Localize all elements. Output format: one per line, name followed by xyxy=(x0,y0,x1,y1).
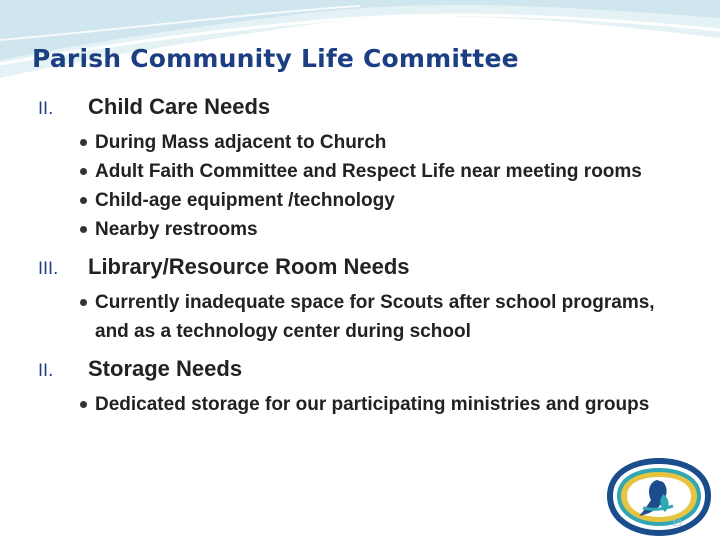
section-numeral: III. xyxy=(38,259,59,279)
bullet-text: Child-age equipment /technology xyxy=(95,190,395,211)
bullet-item xyxy=(78,157,678,186)
section-numeral: II. xyxy=(38,99,54,119)
bullet-text: Dedicated storage for our participating ministries and groups xyxy=(95,394,650,415)
section-storage xyxy=(38,356,678,419)
bullet-text: Nearby restrooms xyxy=(95,219,258,240)
bullet-dot-icon xyxy=(80,401,87,408)
bullet-list xyxy=(38,390,678,419)
section-heading xyxy=(38,356,678,390)
bullet-text: During Mass adjacent to Church xyxy=(95,132,387,153)
section-numeral: II. xyxy=(38,361,54,381)
bullet-list xyxy=(38,128,678,244)
bullet-item xyxy=(78,128,678,157)
bullet-item xyxy=(78,186,678,215)
bullet-dot-icon xyxy=(80,139,87,146)
section-child-care xyxy=(38,94,678,244)
section-title: Storage Needs xyxy=(88,356,243,381)
bullet-text: Adult Faith Committee and Respect Life near meeting rooms xyxy=(95,161,642,182)
bullet-dot-icon xyxy=(80,299,87,306)
bullet-dot-icon xyxy=(80,168,87,175)
slide-content xyxy=(38,94,678,429)
bullet-dot-icon xyxy=(80,197,87,204)
bullet-list xyxy=(38,288,678,346)
section-library xyxy=(38,254,678,346)
parish-logo-icon xyxy=(603,456,715,538)
section-title: Library/Resource Room Needs xyxy=(88,254,410,279)
bullet-item xyxy=(78,390,678,419)
bullet-dot-icon xyxy=(80,226,87,233)
bullet-item xyxy=(78,215,678,244)
section-heading xyxy=(38,254,678,288)
bullet-item xyxy=(78,288,678,346)
section-heading xyxy=(38,94,678,128)
slide-title: Parish Community Life Committee xyxy=(32,44,519,73)
section-title: Child Care Needs xyxy=(88,94,271,119)
page-number: 19 xyxy=(672,518,683,528)
bullet-text: Currently inadequate space for Scouts after school programs, and as a technology center during school xyxy=(95,292,655,342)
